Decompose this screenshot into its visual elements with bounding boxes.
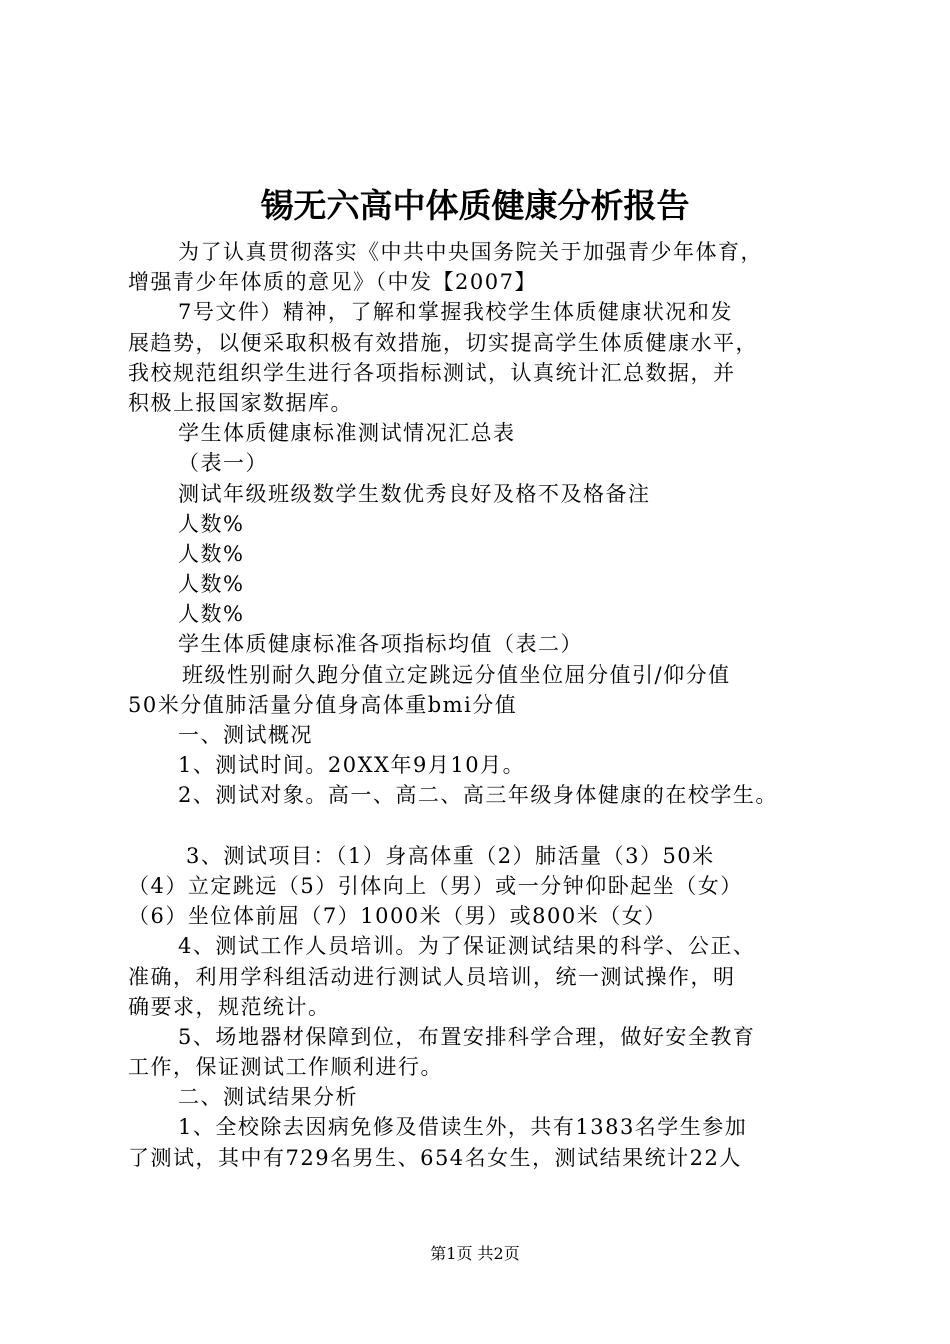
document-body xyxy=(128,237,843,1173)
paragraph-line: 3、测试项目：（1）身高体重（2）肺活量（3）50米 xyxy=(186,843,715,868)
paragraph-line: 为了认真贯彻落实《中共中央国务院关于加强青少年体育， xyxy=(178,240,763,264)
table-cell-text: 人数% xyxy=(178,511,245,536)
paragraph-line: （6）坐位体前屈（7）1000米（男）或800米（女） xyxy=(128,904,667,929)
table-cell-text: 人数% xyxy=(178,602,245,627)
paragraph-line: 展趋势，以便采取积极有效措施，切实提高学生体质健康水平， xyxy=(128,330,758,355)
table-header-text: 班级性别耐久跑分值立定跳远分值坐位屈分值引/仰分值 xyxy=(182,662,731,687)
paragraph-line: 1、测试时间。20XX年9月10月。 xyxy=(178,753,526,778)
table-caption: 学生体质健康标准测试情况汇总表 xyxy=(178,421,516,446)
paragraph-line: 5、场地器材保障到位，布置安排科学合理，做好安全教育 xyxy=(178,1024,756,1049)
table-header-text: 测试年级班级数学生数优秀良好及格不及格备注 xyxy=(178,481,651,506)
paragraph-line: 积极上报国家数据库。 xyxy=(128,390,353,415)
paragraph-line: 1、全校除去因病免修及借读生外，共有1383名学生参加 xyxy=(178,1115,748,1140)
section-heading: 二、测试结果分析 xyxy=(178,1085,358,1110)
paragraph-line: 了测试，其中有729名男生、654名女生，测试结果统计22人 xyxy=(128,1145,742,1170)
table-caption: 学生体质健康标准各项指标均值（表二） xyxy=(178,632,583,657)
table-cell-text: 人数% xyxy=(178,572,245,597)
paragraph-line: 4、测试工作人员培训。为了保证测试结果的科学、公正、 xyxy=(178,934,756,959)
page-footer: 第1页 共2页 xyxy=(430,1244,520,1263)
document-title: 锡无六高中体质健康分析报告 xyxy=(260,186,690,225)
blank-line xyxy=(128,811,843,841)
table-label: （表一） xyxy=(178,451,268,476)
section-heading: 一、测试概况 xyxy=(178,723,313,747)
paragraph-line: 7号文件）精神，了解和掌握我校学生体质健康状况和发 xyxy=(178,300,733,325)
paragraph-line: 2、测试对象。高一、高二、高三年级身体健康的在校学生。 xyxy=(178,783,778,808)
paragraph-line: 增强青少年体质的意见》（中发【2007】 xyxy=(128,270,537,295)
paragraph-line: 工作，保证测试工作顺利进行。 xyxy=(128,1055,443,1080)
table-header-text: 50米分值肺活量分值身高体重bmi分值 xyxy=(128,692,518,717)
table-cell-text: 人数% xyxy=(178,541,245,566)
paragraph-line: 我校规范组织学生进行各项指标测试，认真统计汇总数据，并 xyxy=(128,360,736,385)
paragraph-line: 确要求，规范统计。 xyxy=(128,994,331,1019)
paragraph-line: （4）立定跳远（5）引体向上（男）或一分钟仰卧起坐（女） xyxy=(128,873,743,898)
paragraph-line: 准确，利用学科组活动进行测试人员培训，统一测试操作，明 xyxy=(128,964,736,989)
